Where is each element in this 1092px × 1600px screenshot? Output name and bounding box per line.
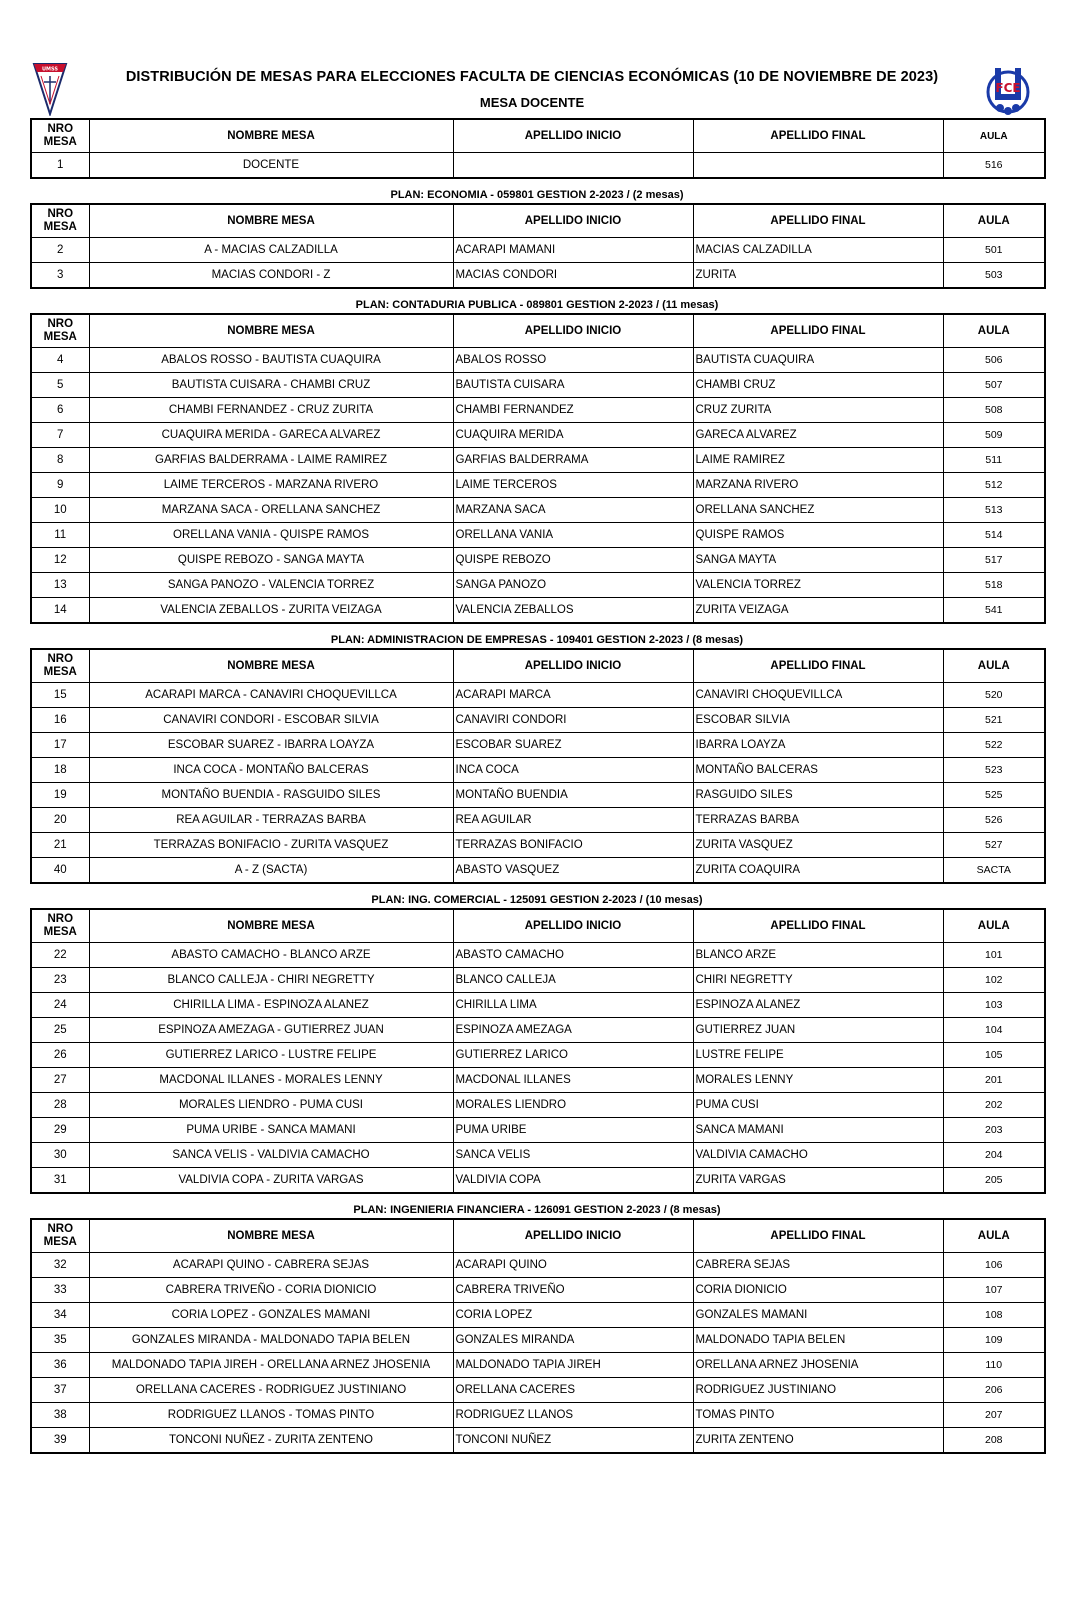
cell-nro: 5: [31, 373, 89, 398]
cell-aula: 201: [943, 1068, 1045, 1093]
cell-apellido-final: ZURITA COAQUIRA: [693, 858, 943, 884]
cell-apellido-inicio: MORALES LIENDRO: [453, 1093, 693, 1118]
cell-aula: 507: [943, 373, 1045, 398]
cell-apellido-inicio: TERRAZAS BONIFACIO: [453, 833, 693, 858]
table-row: [31, 373, 1045, 398]
cell-nombre-mesa: VALDIVIA COPA - ZURITA VARGAS: [89, 1168, 453, 1194]
table-row: [31, 833, 1045, 858]
col-header-aula: AULA: [943, 909, 1045, 943]
table-row: [31, 238, 1045, 263]
table-row: [31, 1143, 1045, 1168]
col-header-nro: NRO MESA: [31, 119, 89, 153]
cell-nombre-mesa: CANAVIRI CONDORI - ESCOBAR SILVIA: [89, 708, 453, 733]
cell-aula: 208: [943, 1428, 1045, 1454]
cell-aula: 509: [943, 423, 1045, 448]
section-title: PLAN: INGENIERIA FINANCIERA - 126091 GESTION 2-2023 / (8 mesas): [353, 1204, 721, 1216]
table-header-row: [31, 909, 1045, 943]
umss-logo-icon: [30, 60, 70, 116]
table-header-row: [31, 314, 1045, 348]
cell-apellido-inicio: CHIRILLA LIMA: [453, 993, 693, 1018]
table-row: [31, 808, 1045, 833]
table-row: [31, 1353, 1045, 1378]
table-row: [31, 263, 1045, 289]
cell-nombre-mesa: CABRERA TRIVEÑO - CORIA DIONICIO: [89, 1278, 453, 1303]
cell-nro: 38: [31, 1403, 89, 1428]
cell-apellido-inicio: SANGA PANOZO: [453, 573, 693, 598]
cell-nombre-mesa: CUAQUIRA MERIDA - GARECA ALVAREZ: [89, 423, 453, 448]
cell-nombre-mesa: TERRAZAS BONIFACIO - ZURITA VASQUEZ: [89, 833, 453, 858]
table-row: [31, 943, 1045, 968]
col-header-aula: AULA: [943, 314, 1045, 348]
table-row: [31, 1328, 1045, 1353]
cell-aula: 110: [943, 1353, 1045, 1378]
table-row: [31, 858, 1045, 884]
cell-aula: 107: [943, 1278, 1045, 1303]
cell-aula: 512: [943, 473, 1045, 498]
cell-apellido-inicio: MARZANA SACA: [453, 498, 693, 523]
cell-nro: 23: [31, 968, 89, 993]
cell-apellido-inicio: ABASTO CAMACHO: [453, 943, 693, 968]
table-row: [31, 548, 1045, 573]
col-header-final: APELLIDO FINAL: [693, 314, 943, 348]
cell-aula: 106: [943, 1253, 1045, 1278]
cell-nombre-mesa: QUISPE REBOZO - SANGA MAYTA: [89, 548, 453, 573]
table-row: [31, 1278, 1045, 1303]
cell-aula: 521: [943, 708, 1045, 733]
cell-nro: 26: [31, 1043, 89, 1068]
cell-nombre-mesa: MORALES LIENDRO - PUMA CUSI: [89, 1093, 453, 1118]
cell-apellido-final: QUISPE RAMOS: [693, 523, 943, 548]
cell-nombre-mesa: ACARAPI QUINO - CABRERA SEJAS: [89, 1253, 453, 1278]
cell-nombre-mesa: VALENCIA ZEBALLOS - ZURITA VEIZAGA: [89, 598, 453, 624]
cell-apellido-final: ESPINOZA ALANEZ: [693, 993, 943, 1018]
cell-nombre-mesa: A - MACIAS CALZADILLA: [89, 238, 453, 263]
cell-apellido-final: ZURITA ZENTENO: [693, 1428, 943, 1454]
cell-nro: 34: [31, 1303, 89, 1328]
cell-apellido-final: MARZANA RIVERO: [693, 473, 943, 498]
cell-nro: 19: [31, 783, 89, 808]
cell-apellido-inicio: RODRIGUEZ LLANOS: [453, 1403, 693, 1428]
fce-logo-icon: [982, 64, 1034, 116]
table-row: [31, 1378, 1045, 1403]
col-header-aula: AULA: [943, 1219, 1045, 1253]
table-row: [31, 1253, 1045, 1278]
col-header-inicio: APELLIDO INICIO: [453, 119, 693, 153]
cell-nro: 7: [31, 423, 89, 448]
cell-nro: 29: [31, 1118, 89, 1143]
col-header-nombre: NOMBRE MESA: [89, 204, 453, 238]
table-row: [31, 398, 1045, 423]
cell-aula: 205: [943, 1168, 1045, 1194]
plan-table: [30, 203, 1046, 289]
cell-nro: 25: [31, 1018, 89, 1043]
cell-nro: 1: [31, 153, 89, 179]
cell-aula: 503: [943, 263, 1045, 289]
cell-nombre-mesa: ABASTO CAMACHO - BLANCO ARZE: [89, 943, 453, 968]
table-row: [31, 683, 1045, 708]
col-header-nro: NRO MESA: [31, 204, 89, 238]
cell-apellido-final: VALENCIA TORREZ: [693, 573, 943, 598]
cell-apellido-final: BAUTISTA CUAQUIRA: [693, 348, 943, 373]
cell-nro: 11: [31, 523, 89, 548]
cell-nro: 14: [31, 598, 89, 624]
col-header-nombre: NOMBRE MESA: [89, 119, 453, 153]
cell-nro: 31: [31, 1168, 89, 1194]
plan-table: [30, 908, 1046, 1194]
cell-nombre-mesa: RODRIGUEZ LLANOS - TOMAS PINTO: [89, 1403, 453, 1428]
cell-apellido-final: ZURITA VEIZAGA: [693, 598, 943, 624]
cell-nro: 17: [31, 733, 89, 758]
cell-apellido-inicio: ORELLANA VANIA: [453, 523, 693, 548]
cell-apellido-inicio: MALDONADO TAPIA JIREH: [453, 1353, 693, 1378]
cell-apellido-inicio: MONTAÑO BUENDIA: [453, 783, 693, 808]
cell-nombre-mesa: DOCENTE: [89, 153, 453, 179]
table-row: [31, 448, 1045, 473]
cell-apellido-final: ORELLANA ARNEZ JHOSENIA: [693, 1353, 943, 1378]
cell-apellido-inicio: MACIAS CONDORI: [453, 263, 693, 289]
cell-nombre-mesa: MALDONADO TAPIA JIREH - ORELLANA ARNEZ JHOSENIA: [89, 1353, 453, 1378]
cell-apellido-final: ESCOBAR SILVIA: [693, 708, 943, 733]
cell-apellido-inicio: CORIA LOPEZ: [453, 1303, 693, 1328]
cell-nro: 40: [31, 858, 89, 884]
table-row: [31, 1018, 1045, 1043]
cell-apellido-final: SANGA MAYTA: [693, 548, 943, 573]
table-row: [31, 733, 1045, 758]
cell-apellido-final: RASGUIDO SILES: [693, 783, 943, 808]
col-header-inicio: APELLIDO INICIO: [453, 649, 693, 683]
cell-nro: 39: [31, 1428, 89, 1454]
col-header-nro: NRO MESA: [31, 314, 89, 348]
col-header-inicio: APELLIDO INICIO: [453, 314, 693, 348]
section-title: PLAN: ECONOMIA - 059801 GESTION 2-2023 / (2 mesas): [390, 189, 684, 201]
col-header-inicio: APELLIDO INICIO: [453, 909, 693, 943]
cell-apellido-inicio: ABALOS ROSSO: [453, 348, 693, 373]
page-title: DISTRIBUCIÓN DE MESAS PARA ELECCIONES FACULTA DE CIENCIAS ECONÓMICAS (10 DE NOVIEMBRE DE 2023): [125, 69, 939, 85]
cell-nro: 20: [31, 808, 89, 833]
cell-aula: 103: [943, 993, 1045, 1018]
cell-nro: 15: [31, 683, 89, 708]
cell-aula: 102: [943, 968, 1045, 993]
cell-aula: 508: [943, 398, 1045, 423]
col-header-final: APELLIDO FINAL: [693, 204, 943, 238]
cell-aula: 541: [943, 598, 1045, 624]
plan-table: [30, 313, 1046, 624]
cell-apellido-inicio: PUMA URIBE: [453, 1118, 693, 1143]
cell-apellido-final: CANAVIRI CHOQUEVILLCA: [693, 683, 943, 708]
cell-apellido-final: ZURITA VARGAS: [693, 1168, 943, 1194]
cell-nro: 30: [31, 1143, 89, 1168]
cell-aula: 501: [943, 238, 1045, 263]
cell-aula: 513: [943, 498, 1045, 523]
cell-apellido-final: VALDIVIA CAMACHO: [693, 1143, 943, 1168]
cell-aula: 105: [943, 1043, 1045, 1068]
col-header-nro: NRO MESA: [31, 649, 89, 683]
table-row: [31, 993, 1045, 1018]
col-header-aula: AULA: [943, 119, 1045, 153]
table-header-row: [31, 1219, 1045, 1253]
cell-nombre-mesa: MACDONAL ILLANES - MORALES LENNY: [89, 1068, 453, 1093]
cell-nro: 12: [31, 548, 89, 573]
cell-nro: 24: [31, 993, 89, 1018]
cell-nro: 32: [31, 1253, 89, 1278]
cell-apellido-inicio: VALENCIA ZEBALLOS: [453, 598, 693, 624]
cell-apellido-final: BLANCO ARZE: [693, 943, 943, 968]
cell-nro: 13: [31, 573, 89, 598]
cell-apellido-final: TERRAZAS BARBA: [693, 808, 943, 833]
cell-apellido-final: MACIAS CALZADILLA: [693, 238, 943, 263]
cell-aula: 518: [943, 573, 1045, 598]
col-header-inicio: APELLIDO INICIO: [453, 1219, 693, 1253]
cell-aula: 511: [943, 448, 1045, 473]
cell-nombre-mesa: MACIAS CONDORI - Z: [89, 263, 453, 289]
col-header-aula: AULA: [943, 649, 1045, 683]
cell-aula: 206: [943, 1378, 1045, 1403]
cell-aula: 526: [943, 808, 1045, 833]
cell-apellido-inicio: SANCA VELIS: [453, 1143, 693, 1168]
table-header-row: [31, 204, 1045, 238]
cell-apellido-inicio: ABASTO VASQUEZ: [453, 858, 693, 884]
cell-apellido-inicio: ESCOBAR SUAREZ: [453, 733, 693, 758]
cell-nro: 18: [31, 758, 89, 783]
cell-aula: 202: [943, 1093, 1045, 1118]
cell-apellido-inicio: TONCONI NUÑEZ: [453, 1428, 693, 1454]
col-header-final: APELLIDO FINAL: [693, 649, 943, 683]
table-row: [31, 1118, 1045, 1143]
col-header-inicio: APELLIDO INICIO: [453, 204, 693, 238]
plan-sections: [30, 187, 1044, 1454]
cell-apellido-final: LUSTRE FELIPE: [693, 1043, 943, 1068]
cell-nombre-mesa: SANGA PANOZO - VALENCIA TORREZ: [89, 573, 453, 598]
cell-nro: 6: [31, 398, 89, 423]
cell-nro: 33: [31, 1278, 89, 1303]
cell-nombre-mesa: A - Z (SACTA): [89, 858, 453, 884]
cell-nro: 37: [31, 1378, 89, 1403]
cell-aula: 527: [943, 833, 1045, 858]
cell-nombre-mesa: ACARAPI MARCA - CANAVIRI CHOQUEVILLCA: [89, 683, 453, 708]
cell-nro: 16: [31, 708, 89, 733]
cell-apellido-inicio: BLANCO CALLEJA: [453, 968, 693, 993]
cell-nombre-mesa: ORELLANA VANIA - QUISPE RAMOS: [89, 523, 453, 548]
cell-apellido-inicio: GONZALES MIRANDA: [453, 1328, 693, 1353]
table-header-row: [31, 649, 1045, 683]
cell-apellido-final: ZURITA VASQUEZ: [693, 833, 943, 858]
cell-apellido-final: CHAMBI CRUZ: [693, 373, 943, 398]
cell-nro: 22: [31, 943, 89, 968]
cell-apellido-final: GUTIERREZ JUAN: [693, 1018, 943, 1043]
docente-table: [30, 118, 1046, 179]
col-header-final: APELLIDO FINAL: [693, 1219, 943, 1253]
table-row: [31, 523, 1045, 548]
cell-nombre-mesa: REA AGUILAR - TERRAZAS BARBA: [89, 808, 453, 833]
cell-apellido-inicio: ACARAPI QUINO: [453, 1253, 693, 1278]
cell-aula: SACTA: [943, 858, 1045, 884]
cell-apellido-inicio: CHAMBI FERNANDEZ: [453, 398, 693, 423]
cell-nombre-mesa: TONCONI NUÑEZ - ZURITA ZENTENO: [89, 1428, 453, 1454]
cell-aula: 101: [943, 943, 1045, 968]
cell-apellido-inicio: CANAVIRI CONDORI: [453, 708, 693, 733]
cell-aula: 207: [943, 1403, 1045, 1428]
section-title: PLAN: ING. COMERCIAL - 125091 GESTION 2-2023 / (10 mesas): [371, 894, 703, 906]
table-row: [31, 1168, 1045, 1194]
page-subtitle: MESA DOCENTE: [479, 95, 585, 110]
cell-apellido-inicio: GARFIAS BALDERRAMA: [453, 448, 693, 473]
cell-nombre-mesa: INCA COCA - MONTAÑO BALCERAS: [89, 758, 453, 783]
cell-apellido-final: GARECA ALVAREZ: [693, 423, 943, 448]
cell-aula: 204: [943, 1143, 1045, 1168]
cell-nombre-mesa: MONTAÑO BUENDIA - RASGUIDO SILES: [89, 783, 453, 808]
cell-apellido-final: MONTAÑO BALCERAS: [693, 758, 943, 783]
cell-apellido-final: ORELLANA SANCHEZ: [693, 498, 943, 523]
col-header-final: APELLIDO FINAL: [693, 119, 943, 153]
table-row: [31, 1043, 1045, 1068]
plan-table: [30, 648, 1046, 884]
col-header-nombre: NOMBRE MESA: [89, 909, 453, 943]
cell-apellido-inicio: ORELLANA CACERES: [453, 1378, 693, 1403]
cell-apellido-inicio: [453, 153, 693, 179]
cell-nro: 21: [31, 833, 89, 858]
cell-apellido-inicio: GUTIERREZ LARICO: [453, 1043, 693, 1068]
table-row: [31, 1068, 1045, 1093]
cell-nombre-mesa: ORELLANA CACERES - RODRIGUEZ JUSTINIANO: [89, 1378, 453, 1403]
table-row: [31, 423, 1045, 448]
cell-apellido-final: CHIRI NEGRETTY: [693, 968, 943, 993]
document-page: [30, 60, 1044, 1454]
cell-apellido-inicio: LAIME TERCEROS: [453, 473, 693, 498]
cell-aula: 516: [943, 153, 1045, 179]
cell-apellido-final: CABRERA SEJAS: [693, 1253, 943, 1278]
cell-apellido-inicio: VALDIVIA COPA: [453, 1168, 693, 1194]
cell-nombre-mesa: BAUTISTA CUISARA - CHAMBI CRUZ: [89, 373, 453, 398]
table-row: [31, 498, 1045, 523]
table-row: [31, 758, 1045, 783]
cell-apellido-final: MALDONADO TAPIA BELEN: [693, 1328, 943, 1353]
cell-aula: 108: [943, 1303, 1045, 1328]
cell-nombre-mesa: ESCOBAR SUAREZ - IBARRA LOAYZA: [89, 733, 453, 758]
cell-nro: 4: [31, 348, 89, 373]
cell-apellido-final: [693, 153, 943, 179]
cell-apellido-final: SANCA MAMANI: [693, 1118, 943, 1143]
cell-apellido-final: TOMAS PINTO: [693, 1403, 943, 1428]
col-header-final: APELLIDO FINAL: [693, 909, 943, 943]
cell-apellido-final: MORALES LENNY: [693, 1068, 943, 1093]
section-title: PLAN: ADMINISTRACION DE EMPRESAS - 109401 GESTION 2-2023 / (8 mesas): [330, 634, 744, 646]
cell-aula: 525: [943, 783, 1045, 808]
table-row: [31, 1093, 1045, 1118]
cell-apellido-inicio: INCA COCA: [453, 758, 693, 783]
col-header-nro: NRO MESA: [31, 909, 89, 943]
cell-nombre-mesa: PUMA URIBE - SANCA MAMANI: [89, 1118, 453, 1143]
table-row: [31, 573, 1045, 598]
cell-apellido-inicio: BAUTISTA CUISARA: [453, 373, 693, 398]
cell-apellido-final: GONZALES MAMANI: [693, 1303, 943, 1328]
cell-nombre-mesa: GUTIERREZ LARICO - LUSTRE FELIPE: [89, 1043, 453, 1068]
cell-aula: 517: [943, 548, 1045, 573]
table-row: [31, 1428, 1045, 1454]
cell-apellido-final: CRUZ ZURITA: [693, 398, 943, 423]
document-header: [30, 60, 1044, 118]
cell-nro: 27: [31, 1068, 89, 1093]
cell-nro: 8: [31, 448, 89, 473]
cell-aula: 203: [943, 1118, 1045, 1143]
cell-nro: 36: [31, 1353, 89, 1378]
cell-nombre-mesa: CHAMBI FERNANDEZ - CRUZ ZURITA: [89, 398, 453, 423]
cell-nombre-mesa: ABALOS ROSSO - BAUTISTA CUAQUIRA: [89, 348, 453, 373]
table-row: [31, 473, 1045, 498]
section-title: PLAN: CONTADURIA PUBLICA - 089801 GESTION 2-2023 / (11 mesas): [355, 299, 719, 311]
cell-aula: 523: [943, 758, 1045, 783]
cell-apellido-inicio: ACARAPI MARCA: [453, 683, 693, 708]
umss-logo-text: UMSS: [41, 66, 59, 73]
cell-apellido-inicio: REA AGUILAR: [453, 808, 693, 833]
col-header-nombre: NOMBRE MESA: [89, 314, 453, 348]
cell-aula: 520: [943, 683, 1045, 708]
cell-apellido-inicio: ESPINOZA AMEZAGA: [453, 1018, 693, 1043]
cell-apellido-final: ZURITA: [693, 263, 943, 289]
table-header-row: [31, 119, 1045, 153]
cell-nro: 28: [31, 1093, 89, 1118]
table-row: [31, 1403, 1045, 1428]
table-row: [31, 708, 1045, 733]
cell-nombre-mesa: GARFIAS BALDERRAMA - LAIME RAMIREZ: [89, 448, 453, 473]
cell-nombre-mesa: GONZALES MIRANDA - MALDONADO TAPIA BELEN: [89, 1328, 453, 1353]
table-row: [31, 968, 1045, 993]
cell-apellido-inicio: QUISPE REBOZO: [453, 548, 693, 573]
cell-apellido-final: PUMA CUSI: [693, 1093, 943, 1118]
cell-apellido-inicio: CUAQUIRA MERIDA: [453, 423, 693, 448]
cell-nro: 35: [31, 1328, 89, 1353]
cell-nombre-mesa: LAIME TERCEROS - MARZANA RIVERO: [89, 473, 453, 498]
cell-aula: 514: [943, 523, 1045, 548]
cell-aula: 109: [943, 1328, 1045, 1353]
cell-nro: 2: [31, 238, 89, 263]
table-row: [31, 783, 1045, 808]
cell-apellido-final: IBARRA LOAYZA: [693, 733, 943, 758]
cell-nombre-mesa: ESPINOZA AMEZAGA - GUTIERREZ JUAN: [89, 1018, 453, 1043]
cell-aula: 506: [943, 348, 1045, 373]
cell-aula: 104: [943, 1018, 1045, 1043]
cell-apellido-final: CORIA DIONICIO: [693, 1278, 943, 1303]
cell-nombre-mesa: CORIA LOPEZ - GONZALES MAMANI: [89, 1303, 453, 1328]
cell-apellido-final: RODRIGUEZ JUSTINIANO: [693, 1378, 943, 1403]
col-header-nro: NRO MESA: [31, 1219, 89, 1253]
cell-nombre-mesa: CHIRILLA LIMA - ESPINOZA ALANEZ: [89, 993, 453, 1018]
cell-nombre-mesa: SANCA VELIS - VALDIVIA CAMACHO: [89, 1143, 453, 1168]
cell-nro: 10: [31, 498, 89, 523]
cell-apellido-inicio: ACARAPI MAMANI: [453, 238, 693, 263]
table-row: [31, 348, 1045, 373]
cell-aula: 522: [943, 733, 1045, 758]
table-row: [31, 1303, 1045, 1328]
cell-apellido-inicio: CABRERA TRIVEÑO: [453, 1278, 693, 1303]
cell-nombre-mesa: MARZANA SACA - ORELLANA SANCHEZ: [89, 498, 453, 523]
col-header-nombre: NOMBRE MESA: [89, 1219, 453, 1253]
table-row: [31, 598, 1045, 624]
fce-logo-text: FCE: [995, 81, 1021, 95]
plan-table: [30, 1218, 1046, 1454]
table-row: [31, 153, 1045, 179]
cell-apellido-final: LAIME RAMIREZ: [693, 448, 943, 473]
cell-nombre-mesa: BLANCO CALLEJA - CHIRI NEGRETTY: [89, 968, 453, 993]
cell-apellido-inicio: MACDONAL ILLANES: [453, 1068, 693, 1093]
cell-nro: 9: [31, 473, 89, 498]
cell-nro: 3: [31, 263, 89, 289]
col-header-aula: AULA: [943, 204, 1045, 238]
col-header-nombre: NOMBRE MESA: [89, 649, 453, 683]
